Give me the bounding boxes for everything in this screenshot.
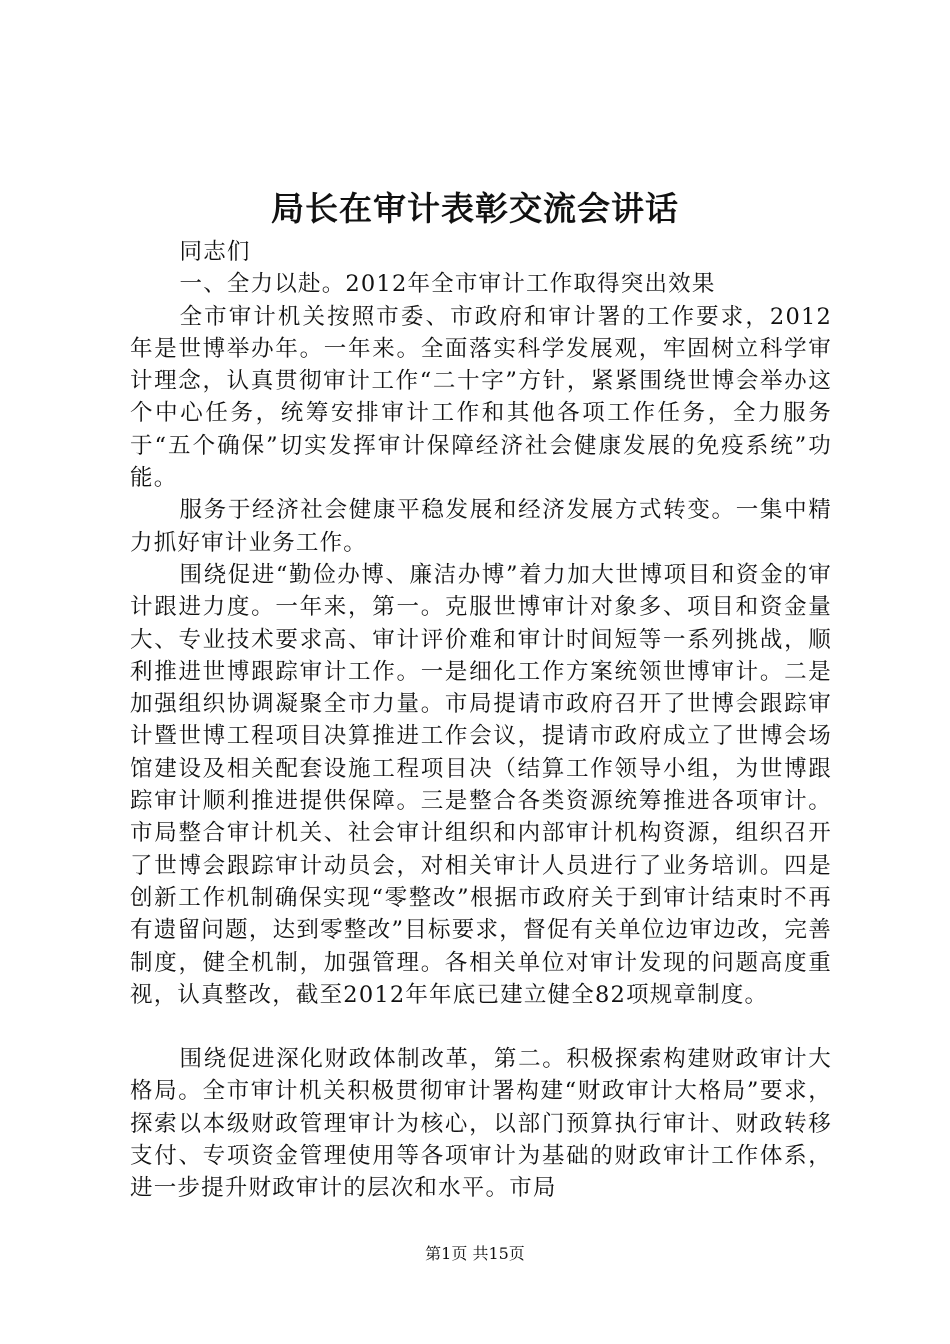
section-heading: 一、全力以赴。2012年全市审计工作取得突出效果 xyxy=(179,271,716,298)
page-number-footer: 第1页 共15页 xyxy=(425,1244,525,1263)
body-paragraph: 围绕促进深化财政体制改革，第二。积极探索构建财政审计大格局。全市审计机关积极贯彻审计署构建“财政审计大格局”要求，探索以本级财政管理审计为核心，以部门预算执行审计、财政转移支付、专项资金管理使用等各项审计为基础的财政审计工作体系，进一步提升财政审计的层次和水平。市局 xyxy=(130,1046,832,1202)
body-paragraph: 全市审计机关按照市委、市政府和审计署的工作要求，2012年是世博举办年。一年来。全面落实科学发展观，牢固树立科学审计理念，认真贯彻审计工作“二十字”方针，紧紧围绕世博会举办这个中心任务，统筹安排审计工作和其他各项工作任务，全力服务于“五个确保”切实发挥审计保障经济社会健康发展的免疫系统”功能。 xyxy=(130,303,832,492)
salutation: 同志们 xyxy=(179,239,251,265)
body-paragraph: 服务于经济社会健康平稳发展和经济发展方式转变。一集中精力抓好审计业务工作。 xyxy=(130,497,832,556)
body-paragraph: 围绕促进“勤俭办博、廉洁办博”着力加大世博项目和资金的审计跟进力度。一年来，第一。克服世博审计对象多、项目和资金量大、专业技术要求高、审计评价难和审计时间短等一系列挑战，顺利推进世博跟踪审计工作。一是细化工作方案统领世博审计。二是加强组织协调凝聚全市力量。市局提请市政府召开了世博会跟踪审计暨世博工程项目决算推进工作会议，提请市政府成立了世博会场馆建设及相关配套设施工程项目决（结算工作领导小组，为世博跟踪审计顺利推进提供保障。三是整合各类资源统筹推进各项审计。市局整合审计机关、社会审计组织和内部审计机构资源，组织召开了世博会跟踪审计动员会，对相关审计人员进行了业务培训。四是创新工作机制确保实现“零整改”根据市政府关于到审计结束时不再有遗留问题，达到零整改”目标要求，督促有关单位边审边改，完善制度，健全机制，加强管理。各相关单位对审计发现的问题高度重视，认真整改，截至2012年年底已建立健全82项规章制度。 xyxy=(130,561,832,1008)
document-title: 局长在审计表彰交流会讲话 xyxy=(271,189,679,228)
document-body xyxy=(130,236,832,1205)
